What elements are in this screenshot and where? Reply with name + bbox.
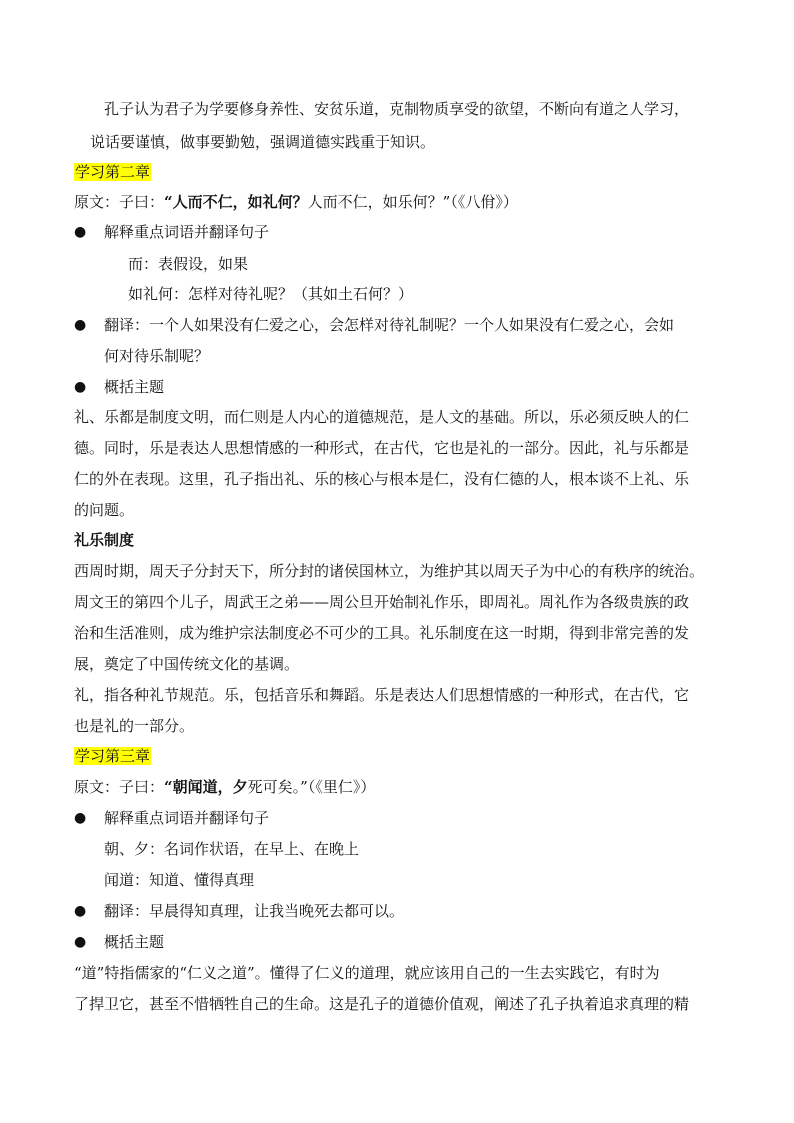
original-source: （《八佾》）	[450, 193, 518, 211]
chapter3-original	[74, 777, 375, 797]
original-quote-b: 死可矣。”	[247, 778, 308, 796]
bullet-icon: ●	[74, 934, 87, 950]
chapter3-word-2: 闻道：知道、懂得真理	[104, 871, 255, 889]
chapter2-theme-line-1: 礼、乐都是制度文明，而仁则是人内心的道德规范，是人文的基础。所以，乐必须反映人的仁	[74, 408, 690, 426]
original-prefix: 原文：子曰：	[74, 193, 165, 211]
bullet-icon: ●	[74, 224, 87, 240]
chapter2-bullet-theme: 概括主题	[104, 378, 165, 396]
chapter3-theme-line-2: 了捍卫它，甚至不惜牺牲自己的生命。这是孔子的道德价值观，阐述了孔子执着追求真理的精	[74, 995, 690, 1013]
chapter2-bullet-words: 解释重点词语并翻译句子	[104, 223, 270, 241]
intro-line-2: 说话要谨慎，做事要勤勉，强调道德实践重于知识。	[90, 133, 436, 151]
liyue-p1-line-2: 周文王的第四个儿子，周武王之弟——周公旦开始制礼作乐，即周礼。周礼作为各级贵族的政	[74, 593, 690, 611]
liyue-p2-line-1: 礼，指各种礼节规范。乐，包括音乐和舞蹈。乐是表达人们思想情感的一种形式，在古代，它	[74, 686, 690, 704]
original-quote-a: “人而不仁，如礼何？	[164, 193, 308, 211]
liyue-p1-line-1: 西周时期，周天子分封天下，所分封的诸侯国林立，为维护其以周天子为中心的有秩序的统治。	[74, 562, 705, 580]
chapter3-theme-line-1: “道”特指儒家的“仁义之道”。懂得了仁义的道理，就应该用自己的一生去实践它，有时为	[74, 964, 660, 982]
original-quote-b: 人而不仁，如乐何？”	[307, 193, 451, 211]
liyue-p2-line-2: 也是礼的一部分。	[74, 717, 195, 735]
chapter2-heading	[74, 162, 151, 182]
chapter2-theme-line-3: 仁的外在表现。这里，孔子指出礼、乐的核心与根本是仁，没有仁德的人，根本谈不上礼、乐	[74, 470, 690, 488]
original-quote-a: “朝闻道，夕	[164, 778, 248, 796]
chapter2-theme-line-4: 的问题。	[74, 501, 135, 519]
chapter2-word-1: 而：表假设，如果	[128, 255, 249, 273]
chapter3-bullet-words: 解释重点词语并翻译句子	[104, 809, 270, 827]
chapter3-word-1: 朝、夕：名词作状语，在早上、在晚上	[104, 840, 360, 858]
chapter3-translation: 翻译：早晨得知真理，让我当晚死去都可以。	[104, 902, 405, 920]
bullet-icon: ●	[74, 379, 87, 395]
bullet-icon: ●	[74, 810, 87, 826]
liyue-p1-line-4: 展，奠定了中国传统文化的基调。	[74, 655, 300, 673]
bullet-icon: ●	[74, 903, 87, 919]
chapter3-heading-text: 学习第三章	[75, 747, 151, 765]
chapter2-translation-line-2: 何对待乐制呢？	[104, 347, 210, 365]
chapter2-word-2: 如礼何：怎样对待礼呢？（其如土石何？）	[128, 285, 414, 303]
chapter2-heading-text: 学习第二章	[75, 163, 151, 181]
original-prefix: 原文：子曰：	[74, 778, 165, 796]
chapter3-heading	[74, 746, 151, 766]
chapter3-bullet-theme: 概括主题	[104, 933, 165, 951]
bullet-icon: ●	[74, 317, 87, 333]
liyue-heading: 礼乐制度	[74, 531, 135, 549]
chapter2-translation-line-1: 翻译：一个人如果没有仁爱之心，会怎样对待礼制呢？一个人如果没有仁爱之心，会如	[104, 316, 675, 334]
intro-line-1: 孔子认为君子为学要修身养性、安贫乐道，克制物质享受的欲望，不断向有道之人学习，	[104, 100, 690, 118]
liyue-p1-line-3: 治和生活准则，成为维护宗法制度必不可少的工具。礼乐制度在这一时期，得到非常完善的发	[74, 624, 690, 642]
original-source: （《里仁》）	[307, 778, 376, 796]
chapter2-theme-line-2: 德。同时，乐是表达人思想情感的一种形式，在古代，它也是礼的一部分。因此，礼与乐都是	[74, 439, 690, 457]
chapter2-original	[74, 192, 518, 212]
